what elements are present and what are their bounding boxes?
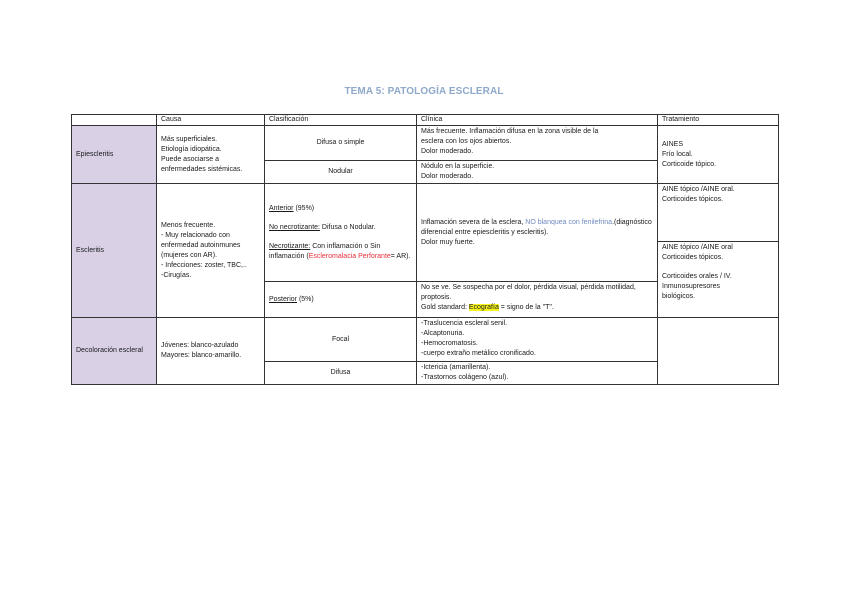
escleritis-causa xyxy=(157,184,265,318)
anterior-label: Anterior xyxy=(269,204,294,212)
causa-line: -Cirugías. xyxy=(161,271,192,279)
header-tratamiento: Tratamiento xyxy=(658,115,779,126)
causa-line: enfermedad autoinmunes xyxy=(161,241,241,249)
causa-line: Mayores: blanco-amarillo. xyxy=(161,352,242,359)
header-clasificacion: Clasificación xyxy=(265,115,417,126)
decoloracion-tratamiento xyxy=(658,318,779,385)
tratamiento-line: Frío local. xyxy=(662,150,693,158)
causa-line: enfermedades sistémicas. xyxy=(161,165,243,173)
clinica-line: -Traslucencia escleral senil. xyxy=(421,320,508,327)
clasificacion-difusa: Difusa xyxy=(265,362,417,385)
sclera-table xyxy=(71,114,779,385)
tratamiento-line: Inmunosupresores xyxy=(662,283,720,290)
clinica-line: Más frecuente. Inflamación difusa en la zona visible de la xyxy=(421,128,599,135)
clasificacion-focal: Focal xyxy=(265,318,417,362)
clinica-difusa-simple xyxy=(417,126,658,161)
causa-line: - Muy relacionado con xyxy=(161,231,230,239)
posterior-label: Posterior xyxy=(269,295,298,303)
decoloracion-causa xyxy=(157,318,265,385)
tratamiento-line: AINES xyxy=(662,140,684,148)
tratamiento-line: Corticoides tópicos. xyxy=(662,254,724,261)
tratamiento-line: AINE tópico /AINE oral xyxy=(662,244,733,251)
gold-standard-label: Gold standard: xyxy=(421,304,469,311)
clinica-line: Dolor muy fuerte. xyxy=(421,238,475,246)
clinica-focal xyxy=(417,318,658,362)
causa-line: Puede asociarse a xyxy=(161,155,219,163)
clinica-line: -cuerpo extraño metálico cronificado. xyxy=(421,350,536,357)
row-head-decoloracion: Decoloración escleral xyxy=(72,318,157,385)
tratamiento-line: biológicos. xyxy=(662,293,696,300)
clasificacion-anterior xyxy=(265,184,417,282)
clasificacion-posterior xyxy=(265,282,417,318)
clinica-text: Inflamación severa de la esclera, xyxy=(421,218,526,226)
causa-line: Etiología idiopática. xyxy=(161,145,222,153)
clinica-line: Nódulo en la superficie. xyxy=(421,163,495,170)
header-causa: Causa xyxy=(157,115,265,126)
clinica-anterior xyxy=(417,184,658,282)
clinica-line: -Alcaptonuria. xyxy=(421,330,465,337)
no-necrotizante-label: No necrotizante: xyxy=(269,223,320,231)
clinica-text: .(diagnóstico diferencial entre epiescleritis y escleritis). xyxy=(421,218,652,236)
gold-standard-end: = signo de la "T". xyxy=(498,304,554,311)
clinica-posterior xyxy=(417,282,658,318)
clasificacion-difusa-simple: Difusa o simple xyxy=(265,126,417,161)
tratamiento-line: Corticoide tópico. xyxy=(662,160,717,168)
escleromalacia-text: Escleromalacia Perforante xyxy=(308,252,391,260)
causa-line: (mujeres con AR). xyxy=(161,251,218,259)
clinica-line: esclera con los ojos abiertos. xyxy=(421,138,512,145)
no-necrotizante-text: Difusa o Nodular. xyxy=(319,223,376,231)
row-head-epiescleritis: Epiescleritis xyxy=(72,126,157,184)
posterior-pct: (5%) xyxy=(297,295,314,303)
header-clinica: Clínica xyxy=(417,115,658,126)
fenilefrina-text: NO blanquea con fenilefrina xyxy=(525,218,613,226)
page-title: TEMA 5: PATOLOGÍA ESCLERAL xyxy=(344,86,504,97)
row-head-escleritis: Escleritis xyxy=(72,184,157,318)
necrotizante-text: Con inflamación o Sin inflamación ( xyxy=(269,242,381,260)
clasificacion-nodular: Nodular xyxy=(265,161,417,184)
clinica-line: Dolor moderado. xyxy=(421,173,474,180)
anterior-pct: (95%) xyxy=(293,204,315,212)
tratamiento-posterior xyxy=(658,242,779,318)
clinica-line: -Hemocromatosis. xyxy=(421,340,478,347)
tratamiento-line: Corticoides tópicos. xyxy=(662,196,724,203)
causa-line: Más superficiales. xyxy=(161,135,218,143)
clinica-line: -Ictericia (amarillenta). xyxy=(421,364,491,371)
clinica-line: No se ve. Se sospecha por el dolor, pérdida visual, pérdida motilidad, proptosis. xyxy=(421,284,636,301)
causa-line: - Infecciones: zoster, TBC,.. xyxy=(161,261,247,269)
causa-line: Menos frecuente. xyxy=(161,221,216,229)
header-empty xyxy=(72,115,157,126)
epiescleritis-causa xyxy=(157,126,265,184)
causa-line: Jóvenes: blanco-azulado xyxy=(161,342,239,349)
clinica-line: -Trastornos colágeno (azul). xyxy=(421,374,509,381)
ecografia-highlight: Ecografía xyxy=(468,304,499,311)
necrotizante-label: Necrotizante: xyxy=(269,242,311,250)
clinica-nodular xyxy=(417,161,658,184)
clinica-line: Dolor moderado. xyxy=(421,148,474,155)
tratamiento-line: Corticoides orales / IV. xyxy=(662,273,732,280)
tratamiento-anterior xyxy=(658,184,779,242)
table-row xyxy=(72,126,779,161)
clinica-difusa xyxy=(417,362,658,385)
table-row xyxy=(72,318,779,362)
necrotizante-end: = AR). xyxy=(390,252,411,260)
table-row xyxy=(72,184,779,242)
tratamiento-line: AINE tópico /AINE oral. xyxy=(662,186,735,193)
epiescleritis-tratamiento xyxy=(658,126,779,184)
header-row xyxy=(72,115,779,126)
